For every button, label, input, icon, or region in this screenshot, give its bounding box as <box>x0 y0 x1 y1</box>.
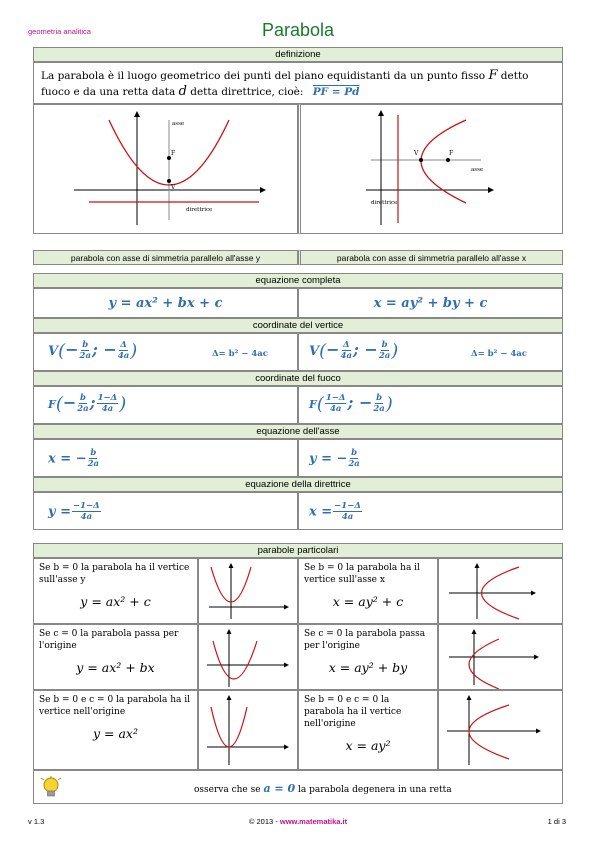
column-header-x: parabola con asse di simmetria parallelo all'asse x <box>298 250 563 265</box>
footer-version: v 1.3 <box>28 817 45 826</box>
asse-heading: equazione dell'asse <box>33 424 563 439</box>
particolari-row1-right-graph <box>438 558 563 624</box>
definizione-formula: PF = Pd <box>312 86 360 98</box>
lightbulb-icon <box>40 776 62 800</box>
particolari-note: osserva che se a = 0 la parabola degenera in una retta <box>33 770 563 804</box>
fig1-V-label: V <box>171 184 176 191</box>
particolari-row2-left-text: Se c = 0 la parabola passa per l'origine y = ax² + bx <box>33 624 198 690</box>
particolari-row1-right-text: Se b = 0 la parabola ha il vertice sull'asse x x = ay² + c <box>298 558 438 624</box>
fig2-V-label: V <box>414 150 419 157</box>
page-title: Parabola <box>261 20 335 40</box>
footer-page: 1 di 3 <box>547 817 566 826</box>
fig2-direttrice-label: direttrice <box>371 200 398 206</box>
topic-label: geometria analitica <box>28 27 91 36</box>
fuoco-y: F(− $\frac{b}{2a}$ ; $\frac{1-\Delta}{4a}$ ) <box>33 386 298 424</box>
graph-vertex-on-y <box>199 559 297 623</box>
fuoco-heading: coordinate del fuoco <box>33 371 563 386</box>
particolari-heading: parabole particolari <box>33 543 563 558</box>
parabola-y-diagram <box>34 105 297 233</box>
column-header-y: parabola con asse di simmetria parallelo all'asse y <box>33 250 298 265</box>
delta-formula-y: Δ= b² − 4ac <box>212 349 268 359</box>
website-link[interactable]: www.matematika.it <box>279 817 348 826</box>
asse-x: y = − $\frac{b}{2a}$ <box>298 439 563 477</box>
particolari-row2-right-text: Se c = 0 la parabola passa per l'origine x = ay² + by <box>298 624 438 690</box>
figure-parabola-y <box>33 104 298 234</box>
fig1-F-label: F <box>171 150 176 157</box>
graph-origin-x <box>439 625 562 689</box>
vertice-heading: coordinate del vertice <box>33 318 563 333</box>
direttrice-heading: equazione della direttrice <box>33 477 563 492</box>
definizione-text: La parabola è il luogo geometrico dei punti del piano equidistanti da un punto fisso F detto fuoco e da una retta data d detta direttrice, cioè: PF = Pd <box>33 62 563 104</box>
definizione-heading: definizione <box>33 47 563 62</box>
particolari-row2-right-graph <box>438 624 563 690</box>
delta-formula-x: Δ= b² − 4ac <box>471 349 527 359</box>
particolari-row1-left-text: Se b = 0 la parabola ha il vertice sull'asse y y = ax² + c <box>33 558 198 624</box>
graph-vertex-origin-y <box>199 691 297 769</box>
particolari-row3-right-graph <box>438 690 563 770</box>
parabola-x-diagram <box>301 105 561 233</box>
equazione-completa-x: x = ay² + by + c <box>298 288 563 318</box>
equazione-completa-y: y = ax² + bx + c <box>33 288 298 318</box>
footer-copyright: © 2013 - www.matematika.it <box>248 817 348 826</box>
particolari-row2-left-graph <box>198 624 298 690</box>
graph-vertex-on-x <box>439 559 562 623</box>
vertice-y: V(− $\frac{b}{2a}$ ; − $\frac{\Delta}{4a}$ ) Δ= b² − 4ac <box>33 333 298 371</box>
vertice-x: V(− $\frac{\Delta}{4a}$ ; − $\frac{b}{2a}$ ) Δ= b² − 4ac <box>298 333 563 371</box>
fuoco-x: F( $\frac{1-\Delta}{4a}$ ; − $\frac{b}{2a}$ ) <box>298 386 563 424</box>
figure-parabola-x <box>298 104 563 234</box>
direttrice-x: x = $\frac{-1-\Delta}{4a}$ <box>298 492 563 530</box>
asse-y: x = − $\frac{b}{2a}$ <box>33 439 298 477</box>
graph-vertex-origin-x <box>439 691 562 769</box>
fig2-F-label: F <box>449 150 454 157</box>
particolari-row3-left-graph <box>198 690 298 770</box>
fig1-direttrice-label: direttrice <box>186 207 213 213</box>
graph-origin-y <box>199 625 297 689</box>
fig2-asse-label: asse <box>471 167 484 173</box>
particolari-row3-right-text: Se b = 0 e c = 0 la parabola ha il vertice nell'origine x = ay² <box>298 690 438 770</box>
equazione-completa-heading: equazione completa <box>33 273 563 288</box>
particolari-row1-left-graph <box>198 558 298 624</box>
direttrice-y: y = $\frac{-1-\Delta}{4a}$ <box>33 492 298 530</box>
particolari-row3-left-text: Se b = 0 e c = 0 la parabola ha il vertice nell'origine y = ax² <box>33 690 198 770</box>
fig1-asse-label: asse <box>172 121 185 127</box>
